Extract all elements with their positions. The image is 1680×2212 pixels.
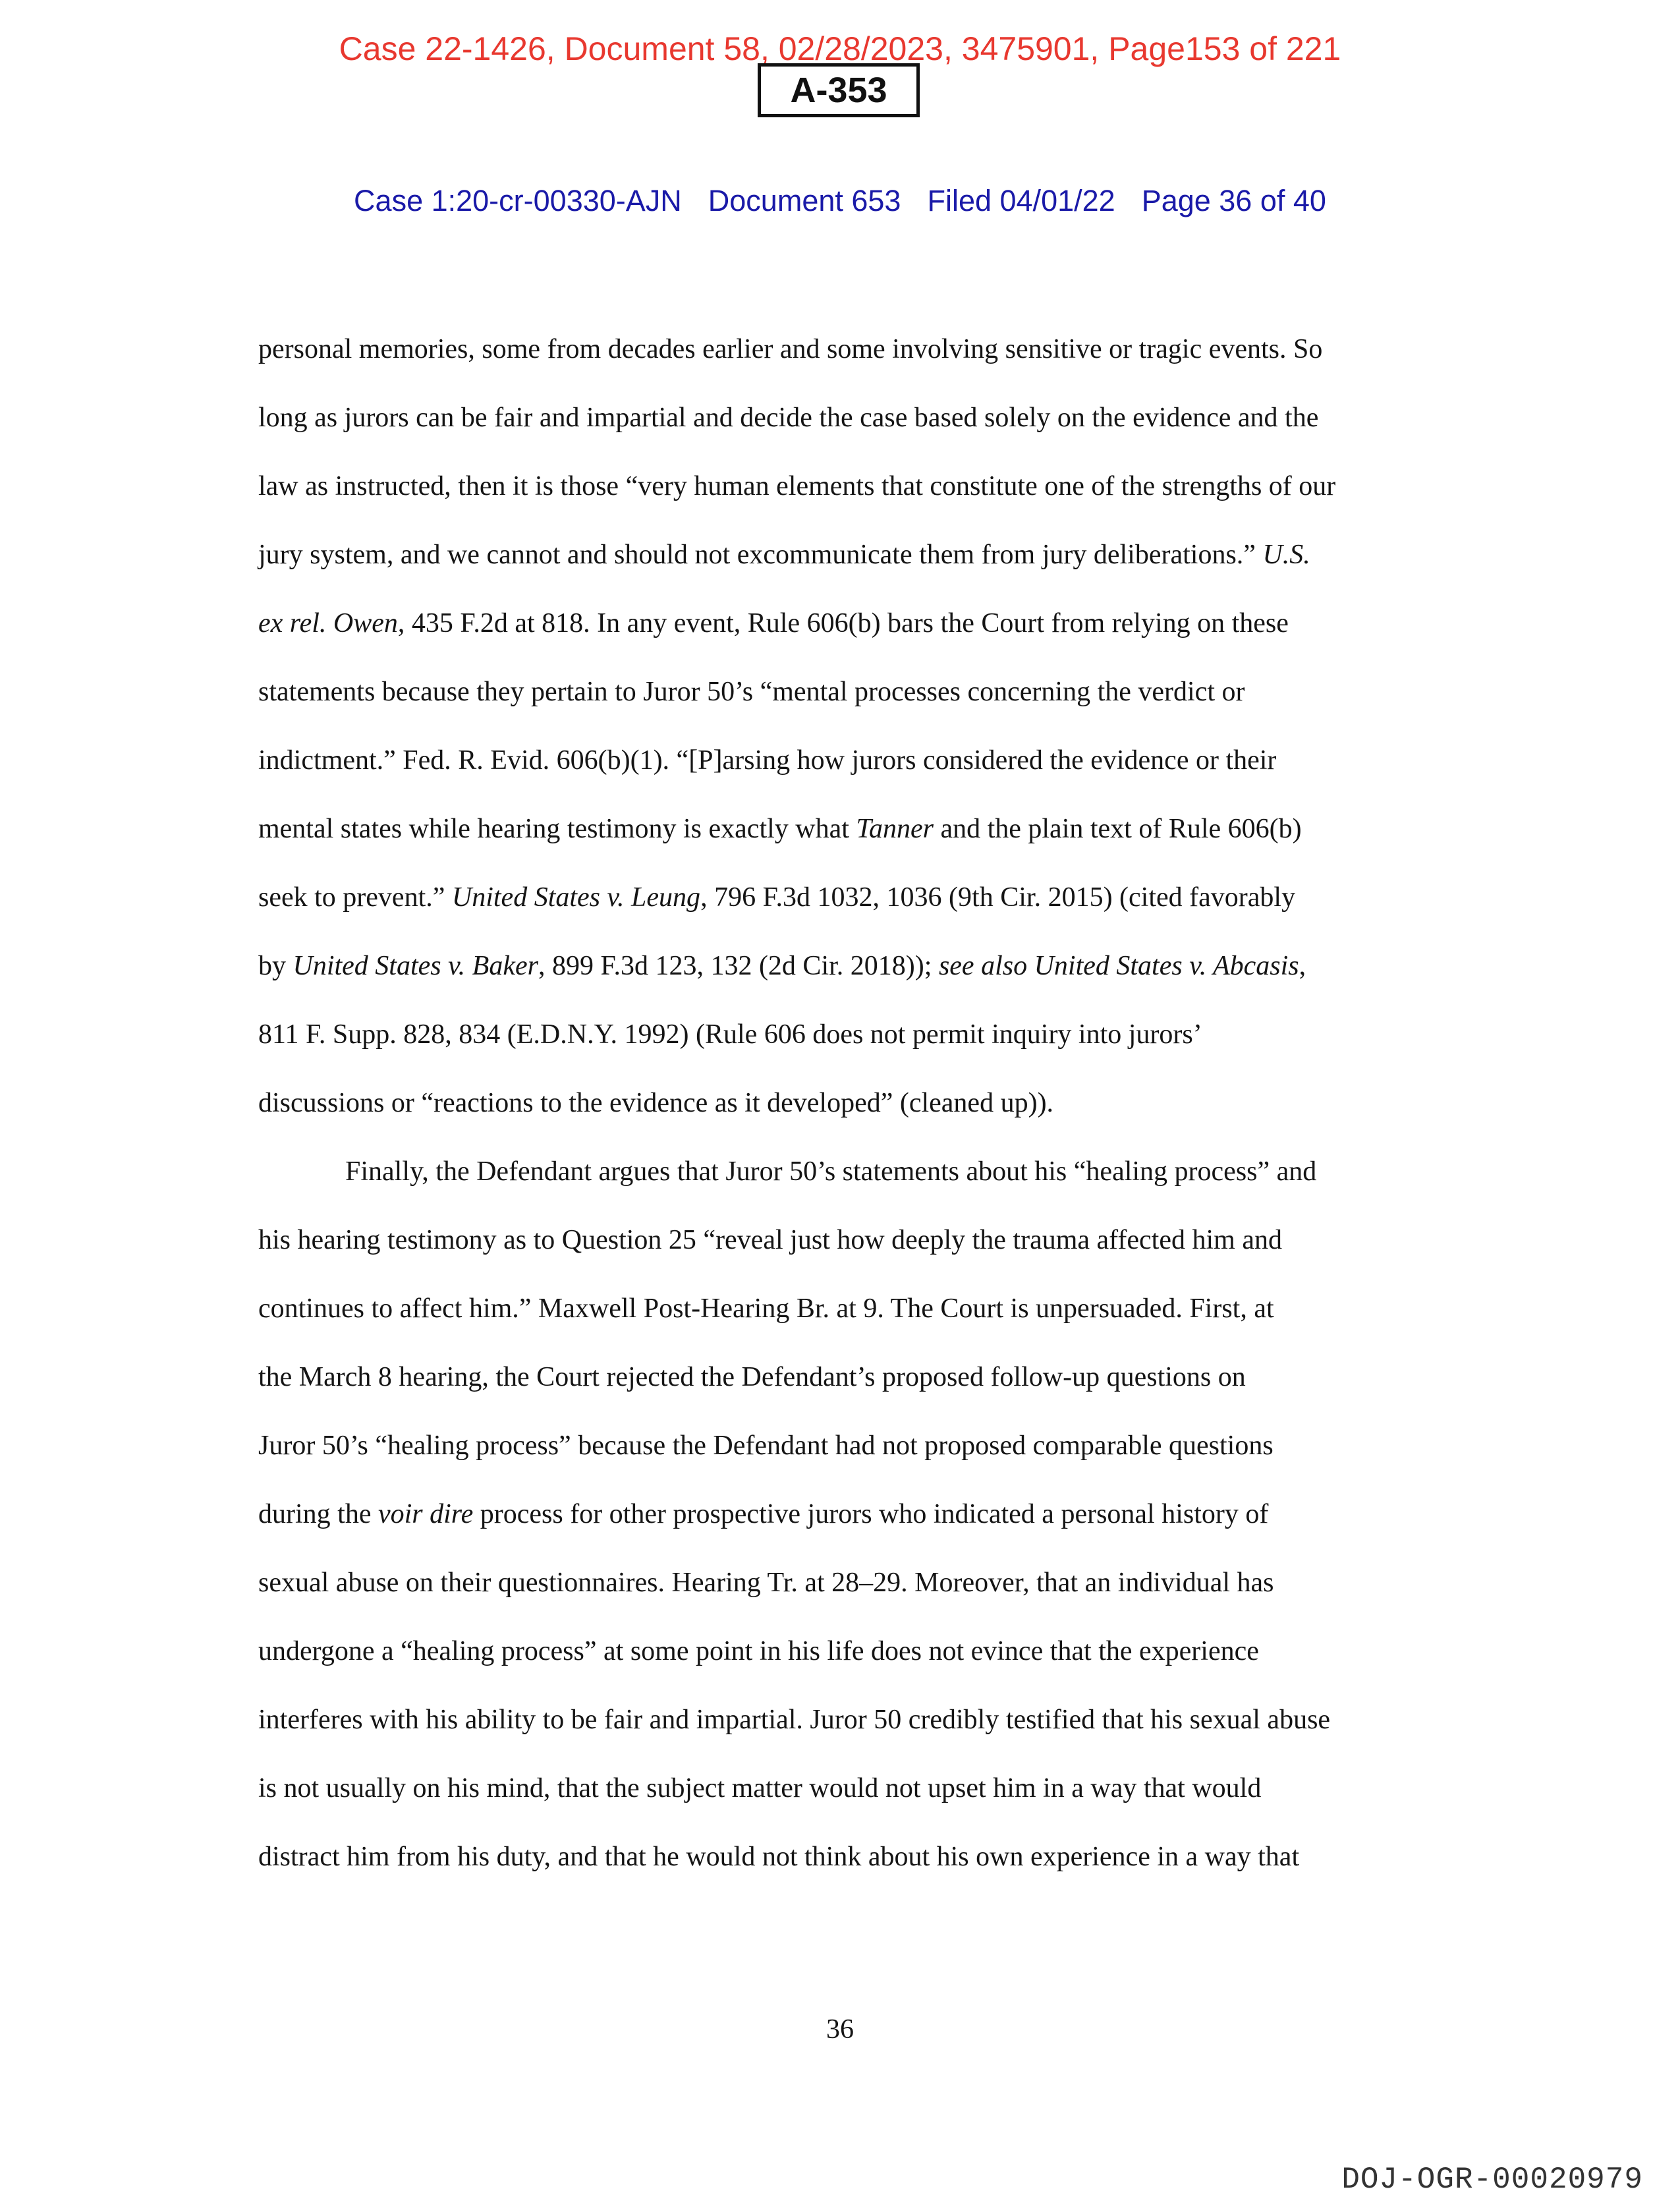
- text-line: [258, 606, 1289, 640]
- text-segment: , 899 F.3d 123, 132 (2d Cir. 2018));: [538, 951, 939, 981]
- text-segment: ,: [1299, 951, 1306, 981]
- text-segment: during the: [258, 1499, 378, 1529]
- text-line: [258, 1703, 1330, 1737]
- text-line: [258, 1634, 1259, 1668]
- text-line: [258, 1017, 1202, 1052]
- text-line: [258, 743, 1276, 778]
- text-segment: law as instructed, then it is those “very human elements that constitute one of the strengths of our: [258, 471, 1336, 501]
- text-segment: discussions or “reactions to the evidence as it developed” (cleaned up)).: [258, 1088, 1054, 1118]
- district-filed-date: Filed 04/01/22: [927, 184, 1115, 217]
- district-case-number: Case 1:20-cr-00330-AJN: [354, 184, 682, 217]
- text-segment: sexual abuse on their questionnaires. Hearing Tr. at 28–29. Moreover, that an individual has: [258, 1568, 1274, 1598]
- bates-number: DOJ-OGR-00020979: [1341, 2163, 1643, 2197]
- text-segment: the March 8 hearing, the Court rejected the Defendant’s proposed follow-up questions on: [258, 1362, 1246, 1392]
- text-segment: undergone a “healing process” at some point in his life does not evince that the experience: [258, 1636, 1259, 1666]
- text-line: [258, 1291, 1274, 1326]
- text-segment: and the plain text of Rule 606(b): [933, 814, 1302, 844]
- italic-citation: ex rel. Owen: [258, 608, 398, 638]
- text-segment: mental states while hearing testimony is exactly what: [258, 814, 856, 844]
- text-line: [258, 1429, 1274, 1463]
- text-line: [258, 1360, 1246, 1394]
- text-segment: is not usually on his mind, that the subject matter would not upset him in a way that would: [258, 1773, 1262, 1803]
- text-segment: personal memories, some from decades earlier and some involving sensitive or tragic events. So: [258, 334, 1323, 364]
- text-line: [258, 1223, 1282, 1257]
- text-segment: 811 F. Supp. 828, 834 (E.D.N.Y. 1992) (Rule 606 does not permit inquiry into jurors’: [258, 1019, 1202, 1050]
- text-segment: interferes with his ability to be fair and impartial. Juror 50 credibly testified that his sexual abuse: [258, 1705, 1331, 1735]
- text-segment: Juror 50’s “healing process” because the Defendant had not proposed comparable questions: [258, 1431, 1274, 1461]
- district-page-count: Page 36 of 40: [1141, 184, 1326, 217]
- italic-citation: United States v. Baker: [293, 951, 538, 981]
- italic-citation: see also United States v. Abcasis: [938, 951, 1299, 981]
- text-line: [258, 332, 1322, 366]
- text-line: [258, 675, 1245, 709]
- page-number: 36: [826, 2014, 854, 2045]
- text-segment: long as jurors can be fair and impartial and decide the case based solely on the evidence and the: [258, 403, 1319, 433]
- text-line: [258, 538, 1310, 572]
- text-segment: , 435 F.2d at 818. In any event, Rule 606(b) bars the Court from relying on these: [397, 608, 1289, 638]
- italic-citation: Tanner: [856, 814, 934, 844]
- text-segment: by: [258, 951, 293, 981]
- text-line: [258, 1086, 1053, 1120]
- italic-citation: U.S.: [1262, 540, 1310, 570]
- text-segment: distract him from his duty, and that he would not think about his own experience in a way that: [258, 1842, 1300, 1872]
- text-segment: his hearing testimony as to Question 25 “reveal just how deeply the trauma affected him and: [258, 1225, 1282, 1255]
- appellate-case-stamp: Case 22-1426, Document 58, 02/28/2023, 3475901, Page153 of 221: [339, 30, 1341, 67]
- paragraph-first-line: [345, 1154, 1316, 1189]
- text-segment: continues to affect him.” Maxwell Post-Hearing Br. at 9. The Court is unpersuaded. First, at: [258, 1293, 1274, 1324]
- text-line: [258, 1566, 1274, 1600]
- text-line: [258, 401, 1318, 435]
- text-line: [258, 1497, 1268, 1531]
- italic-citation: voir dire: [378, 1499, 474, 1529]
- appendix-page-box: A-353: [758, 63, 920, 117]
- text-line: [258, 469, 1335, 503]
- district-document-number: Document 653: [708, 184, 901, 217]
- text-line: [258, 1771, 1261, 1805]
- text-segment: process for other prospective jurors who indicated a personal history of: [473, 1499, 1269, 1529]
- text-segment: jury system, and we cannot and should not excommunicate them from jury deliberations.”: [258, 540, 1263, 570]
- text-line: [258, 880, 1295, 915]
- italic-citation: United States v. Leung: [451, 882, 701, 913]
- text-segment: statements because they pertain to Juror 50’s “mental processes concerning the verdict or: [258, 677, 1245, 707]
- text-segment: seek to prevent.”: [258, 882, 452, 913]
- text-segment: Finally, the Defendant argues that Juror 50’s statements about his “healing process” and: [345, 1156, 1317, 1187]
- text-line: [258, 812, 1302, 846]
- district-case-header: [0, 183, 1680, 219]
- text-segment: , 796 F.3d 1032, 1036 (9th Cir. 2015) (cited favorably: [700, 882, 1296, 913]
- text-line: [258, 1840, 1299, 1874]
- text-line: [258, 949, 1306, 983]
- text-segment: indictment.” Fed. R. Evid. 606(b)(1). “[P]arsing how jurors considered the evidence or their: [258, 745, 1277, 776]
